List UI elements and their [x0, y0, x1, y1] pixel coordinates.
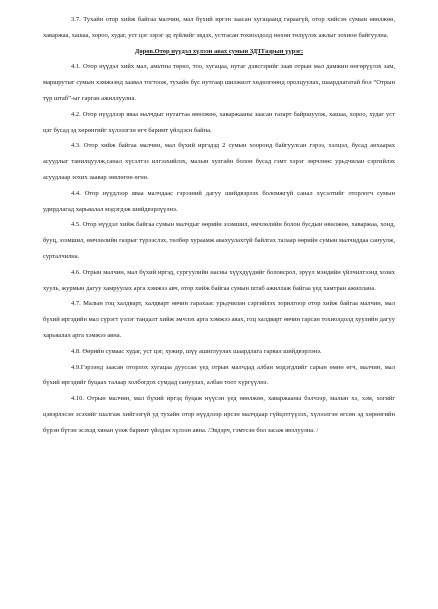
paragraph-4-5: 4.5. Отор нүүдэл хийж байгаа сумын малчдыг өөрийн эзэмшил, өмчлөлийн болон бусдын өвөлжөө, хаваржаа, хонд, бууц, эзэмшил, өмчлөлийн газрыг түрээслэх, төлбөр хураамж авахуулахгүй байлгах талаар өөрийн сумын малчиддаа сануулж, сурталчилна.: [43, 221, 395, 260]
section-heading: Дөрөв.Отор нүүдэл хүлээн авах сумын ЗДТГазрын үүрэг:: [134, 47, 304, 55]
paragraph-4-6: 4.6. Отрын малчин, мал бүхий иргэд, сургуулийн насны хүүхдүүдийг боловсрол, эрүүл мэндийн үйлчилгээнд хозих хууль, журмын дагуу хамруулах арга хэмжээ авч, отор хийж байгаа сумын штаб ажиллаж байгаа үед хамтран ажиллана.: [43, 268, 395, 292]
paragraph-4-3: 4.3. Отор хийж байгаа малчин, мал бүхий иргэдэд 2 сумын хооронд байгуулсан гэрээ, хэлцэл, бусад анхаарах асуудлыг танилцуулж,санал хүсэлтэз илгээхийлэх, малын хулгайн болон бусад гэмт хэрэг зөрчлөөс урьдчилан сэргийлэх асуудлаар зохих заавар зөвлөгөө өгнө.: [43, 142, 395, 181]
paragraph-4-8: 4.8. Өөрийн сумаас худаг, уст цэг, хужир, шүү ашиглуулах шаардлага гарвал шийдвэрлэнэ.: [71, 347, 322, 355]
paragraph-4-4: 4.4. Отор нүүдлээр яваа малчдаас гэрээний дагуу шийдвэрлэх боломжгүй санал хүсэлтийг оторлогч сумын удирдлагад харьяалал мэдэгдэж шийдвэрлүүлнэ.: [43, 189, 395, 213]
paragraph-4-2: 4.2. Отор нүүдлээр яваа малчдыг нутагтаа өвөлжөө, хаваржааны заасан газарт байршуулж, хашаа, хороо, худаг уст цэг бусад эд хөрөнгийг хүлээлгэн өгч баримт үйлдэсн байна.: [43, 110, 395, 134]
paragraph-3-7: 3.7. Тухайн отор хийж байгаа малчин, мал бүхий иргэн заасан хугацаанд гараагүй, отор хийсэн сумын өвөлжөө, хаваржаа, хашаа, хороо, худаг, уст цэг зэрэг эд зүйлийг эвдэх, устгасан тохиолдолд нөхөн төлүүлэх ажлыг зохион байгуулна.: [43, 16, 395, 39]
document-page: [43, 12, 395, 439]
paragraph-4-10: 4.10. Отрын малчин, мал бүхий иргэд буцаж нүүсэн үед өвөлжөө, хаваржааны бэлчээр, малын хэ, хэм, хогийг цэвэрлэсэн эсэхийг шалгаж хийгээгүй уд тухайн отор нүүдлээр ирсэн малчдаар гүйцэтгүүлэх, хүлээлгэн өгсөн эд хөрөнгийн бүрэн бүтэн эсэхэд хянан үзэж баримт үйлдэн хүлээн авна. /Эвдэрч, гэмтсэн бол засаж янзлуулна. /: [43, 395, 395, 434]
paragraph-4-1: 4.1. Отор нүүдэл хийх мал, амьтны төрөл, тоо, хугацаа, нутаг дэвсгэрийг заав отрын мал дамжин өнгөрүүлэх зам, маршрутыг сумын хэмжээнд заавал тогтоож, тухайн бүс нутгаар шилжилт хөдөлгөөнд оролцуулах, шаардлагатай бол “Отрын түр штаб”-ыг гарган ажиллуулна.: [43, 63, 395, 102]
paragraph-4-7: 4.7. Малын гоц халдварт, халдварт өвчин гарахаас урьдчилан сэргийлэх зорилгоор отор хийж байгаа малчин, мал бүхий иргэдийн мал сүрэгт үзлэг тандалт хийж эмчлэх арга хэмжээ авах, гоц халдварт өвчин гарсан тохиолдолд хуулийн дагуу харьяалал арга хэмжээ авна.: [43, 300, 395, 339]
paragraph-4-9: 4.9.Гэрээнд заасан оторлох хугацаа дууссан үед отрын малчдад албан мэдэгдлийг сарын өмнө өгч, малчин, мал бүхий иргэдийг буцаах талаар холбогдох сумдад сануулах, албан тоот хүргүүлнэ.: [43, 363, 395, 387]
